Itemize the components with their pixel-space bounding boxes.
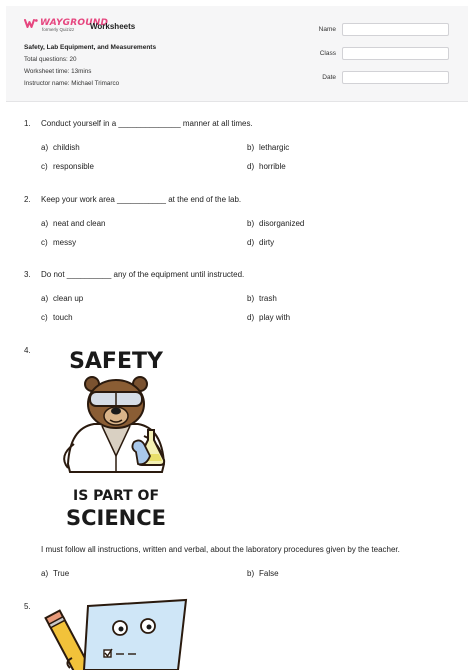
brand-name: WAYGROUND [40,18,109,28]
name-label: Name [318,26,336,33]
question-text: Conduct yourself in a ______________ manner at all times. [41,119,253,128]
option-b[interactable]: b) trash [247,294,277,303]
question-number: 5. [24,602,31,611]
question-number: 1. [24,119,31,128]
question-number: 2. [24,195,31,204]
illustration-caption-mid: IS PART OF [72,488,160,504]
option-c[interactable]: c) touch [41,313,73,322]
option-a[interactable]: a) childish [41,143,80,152]
question-text: Do not __________ any of the equipment until instructed. [41,270,245,279]
name-field[interactable] [342,23,449,36]
class-field[interactable] [342,47,449,60]
worksheet-title: Safety, Lab Equipment, and Measurements [24,44,157,51]
date-field[interactable] [342,71,449,84]
date-label: Date [322,74,336,81]
option-d[interactable]: d) dirty [247,238,275,247]
option-a[interactable]: a) neat and clean [41,219,106,228]
illustration-caption-bottom: SCIENCE [65,506,167,530]
option-b[interactable]: b) False [247,569,279,578]
option-c[interactable]: c) responsible [41,162,94,171]
worksheet-header [6,6,468,102]
pencil-paper-illustration [44,598,194,670]
brand-subtitle: formerly Quizizz [42,27,75,32]
option-d[interactable]: d) play with [247,313,291,322]
illustration-caption-top: SAFETY [69,349,163,374]
option-d[interactable]: d) horrible [247,162,286,171]
app-label: Worksheets [90,22,136,31]
question-text: Keep your work area ___________ at the end of the lab. [41,195,242,204]
safety-bear-illustration [44,344,184,530]
wayground-logo-icon [24,18,38,28]
option-b[interactable]: b) lethargic [247,143,290,152]
question-number: 3. [24,270,31,279]
option-b[interactable]: b) disorganized [247,219,305,228]
option-c[interactable]: c) messy [41,238,77,247]
question-number: 4. [24,346,31,355]
option-a[interactable]: a) clean up [41,294,84,303]
class-label: Class [319,50,336,57]
worksheet-time: Worksheet time: 13mins [24,68,92,75]
option-a[interactable]: a) True [41,569,70,578]
question-text: I must follow all instructions, written and verbal, about the laboratory procedures given by the teacher. [41,545,400,554]
total-questions: Total questions: 20 [24,56,77,63]
instructor-name: Instructor name: Michael Trimarco [24,80,120,87]
